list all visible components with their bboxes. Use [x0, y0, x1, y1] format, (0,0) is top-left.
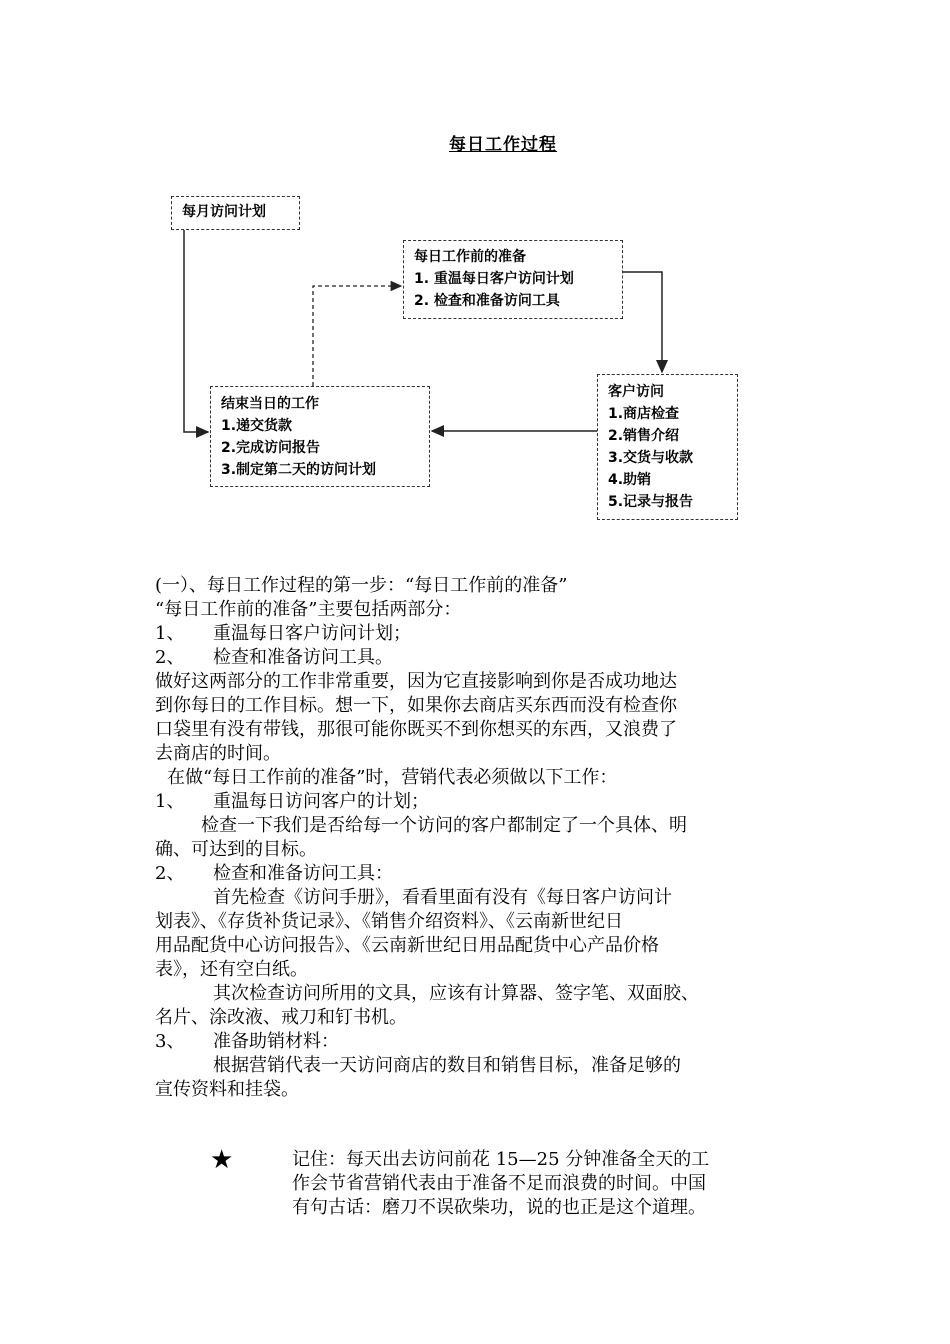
step-desc-line: 其次检查访问所用的文具，应该有计算器、签字笔、双面胶、 [213, 983, 699, 1004]
arrow-monthly-to-end [184, 230, 208, 432]
step-text: 准备助销材料： [213, 1031, 339, 1052]
step-desc-line: 首先检查《访问手册》，看看里面有没有《每日客户访问计 [213, 887, 672, 908]
part-item [155, 646, 825, 670]
step-item [155, 790, 825, 814]
step-number: 3、 [155, 1031, 185, 1052]
part-item [155, 622, 825, 646]
daily-prep-box [403, 240, 623, 319]
monthly-plan-box [171, 196, 300, 230]
part-text: 重温每日客户访问计划； [213, 623, 411, 644]
step-desc-line: 确、可达到的目标。 [155, 839, 317, 860]
customer-visit-item: 1.商店检查 [608, 406, 680, 422]
part-number: 2、 [155, 647, 185, 668]
monthly-plan-label: 每月访问计划 [182, 204, 266, 220]
lead-line: 在做“每日工作前的准备”时，营销代表必须做以下工作： [167, 767, 618, 788]
end-of-day-item: 2.完成访问报告 [221, 440, 321, 456]
step-item [155, 1030, 825, 1054]
intro-line: “每日工作前的准备”主要包括两部分： [155, 599, 462, 620]
step-text: 重温每日访问客户的计划； [213, 791, 429, 812]
arrow-prep-to-visit [623, 272, 662, 372]
paragraph-line: 口袋里有没有带钱，那很可能你既买不到你想买的东西，又浪费了 [155, 719, 677, 740]
reminder-line: 作会节省营销代表由于准备不足而浪费的时间。中国 [292, 1173, 706, 1194]
paragraph-line: 去商店的时间。 [155, 743, 281, 764]
reminder-line: 有句古话：磨刀不误砍柴功，说的也正是这个道理。 [292, 1197, 706, 1218]
paragraph-line: 做好这两部分的工作非常重要，因为它直接影响到你是否成功地达 [155, 671, 677, 692]
end-of-day-box [210, 386, 430, 487]
daily-prep-heading: 每日工作前的准备 [414, 249, 526, 265]
step-number: 2、 [155, 863, 185, 884]
reminder-text [292, 1148, 812, 1220]
page-title: 每日工作过程 [449, 135, 557, 155]
daily-prep-item: 1. 重温每日客户访问计划 [414, 271, 574, 287]
step-desc-line: 根据营销代表一天访问商店的数目和销售目标，准备足够的 [213, 1055, 681, 1076]
step-desc-line: 名片、涂改液、戒刀和钉书机。 [155, 1007, 407, 1028]
step-desc-line: 用品配货中心访问报告》、《云南新世纪日用品配货中心产品价格 [155, 935, 659, 956]
step-item [155, 862, 825, 886]
step-number: 1、 [155, 791, 185, 812]
end-of-day-item: 3.制定第二天的访问计划 [221, 462, 377, 478]
step-desc-line: 划表》、《存货补货记录》、《销售介绍资料》、《云南新世纪日 [155, 911, 623, 932]
document-body [155, 574, 825, 1102]
customer-visit-item: 2.销售介绍 [608, 428, 680, 444]
customer-visit-item: 5.记录与报告 [608, 494, 694, 510]
end-of-day-item: 1.递交货款 [221, 418, 293, 434]
customer-visit-item: 4.助销 [608, 472, 652, 488]
paragraph-line: 到你每日的工作目标。想一下，如果你去商店买东西而没有检查你 [155, 695, 677, 716]
customer-visit-item: 3.交货与收款 [608, 450, 694, 466]
daily-prep-item: 2. 检查和准备访问工具 [414, 293, 560, 309]
arrow-end-to-prep [313, 286, 401, 386]
step-desc-line: 检查一下我们是否给每一个访问的客户都制定了一个具体、明 [201, 815, 687, 836]
step-desc-line: 宣传资料和挂袋。 [155, 1079, 299, 1100]
step-desc-line: 表》，还有空白纸。 [155, 959, 308, 980]
part-text: 检查和准备访问工具。 [213, 647, 393, 668]
star-icon: ★ [210, 1145, 234, 1175]
part-number: 1、 [155, 623, 185, 644]
customer-visit-box [597, 374, 738, 520]
reminder-line: 记住：每天出去访问前花 15—25 分钟准备全天的工 [292, 1149, 710, 1170]
section-title: (一）、每日工作过程的第一步：“每日工作前的准备” [155, 575, 568, 596]
end-of-day-heading: 结束当日的工作 [221, 396, 319, 412]
step-text: 检查和准备访问工具： [213, 863, 393, 884]
customer-visit-heading: 客户访问 [608, 384, 664, 400]
